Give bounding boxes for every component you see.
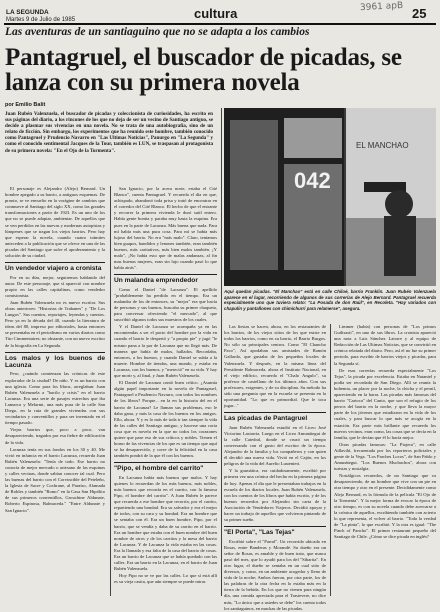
header-rule	[4, 23, 436, 25]
paragraph: Lacunza tenía en sus fondos en los 30 y 40. Me vivió en infancia en el barrio Lacunza, recuerda Juan Rubén Valenzuela: "Tenía de todo. Ese barrio no conocía de mejor mercado o artesano de las esquinas y calles vecinas, donde sabían conocer tal cual. Pero las buenas del barrio con el Corvincible del Peteleño, la Iglesia de Sacre y Cochrane, al Paraíso, Alamada de Robles y también "Romo" en la Casa San Hipólito de sus primeros conventillos, Grouchine Aldunate, Roberto Espinosa, Balmaceda." "Entre Aldunate y San Ignacio".	[5, 446, 105, 513]
section-name: cultura	[194, 6, 238, 21]
paragraph: Otras picadas famosas: "La Piojera", en calle Aillavilú, frecuentada por los reporteros policiales y gente de la Vega. "Los Parches Locos", de San Pablo y Amunátegui. "Los Buenos Muchachos", ahora con turistas y nostalgia.	[334, 441, 436, 472]
paragraph: Juan Rubén Valenzuela no es nuevo escritor. Sus obras anteriores: "Historias de Trabanes" y "De Los Lungos". Sus cuentos, reportajes, leyendas y cuentos. Pero ya en la década del 40, cuando la literatura de ideas del 80, impreso por editoriales, hasta entonces se presentaba en el periodismo en varios diarios como Tito Cimmentaires; no obstante, con un nuevo escritor de la biografía en La Segunda.	[5, 299, 105, 348]
article-title: Pantagruel, el buscador de picadas, se lanza con su primera novela	[5, 44, 402, 96]
column-4	[334, 324, 436, 596]
column-divider	[330, 324, 331, 596]
column-divider	[221, 108, 222, 596]
paragraph: Escribió sobre el "Parral". Un recorrido ubicado en Rosas, entre Banderas y Morandé. Su dueño era un señor de Rosas, es amable y de buen trato, que nunca pasó del mes, que lo ayudó para los del "Sibarita". En otro lugar, el dueño se sentaba en un cual sitio de diversos, y como, en un ambiente acogedor y lleno de vida de la noche; Ambos fueron, por otra parte, los de las palabras de la otra fecha en lo estaba más en la tierra de la bebida. En los que no vienen para ningún día, una comida apreciada para el Trastevere, no dice más, "Lo único que a ustedes se debe" los cuenta todos los santiaguinos, en muchas de las picadas.	[224, 538, 326, 611]
subheading-pipo: "Pipo, el hombre del carrito"	[114, 462, 217, 472]
paragraph: Y la gramática, era cuidadosamente, escribió por primera vez una crónica del hecho en la primera página de hoy. Apenas el día que le presentaban trabajos en la escuela de los diarios locales. Juan Rubén Valenzuela, con los cuentos de los libros que había escrito, y de los buenos recuerdos por Alejandro sin carta de la Asociación de Vendedores Viajeros. Decidió apoyar y hacer un trabajo de aquellos que volvieron pintando de su primer sueño.	[224, 468, 326, 523]
paragraph: Como el Daniel "de Lacunza". El apellido "probablemente ha perdido en el tiempo. Era un malandra de los de entonces, su "mejor" era que hacía de personas y sus buenos, buscaba su primer chaqueta, para conversar ofreciendo "el mercado", al que suscribió algunos todos sus maestros de los cuales.	[114, 286, 217, 323]
subheading-malandra: Un malandra emprendedor	[114, 274, 217, 284]
paragraph: Viejas barrios que, poco a poco, van desapareciendo, tragados por esa fiebre de edificación de la vida.	[5, 427, 105, 445]
photo-caption: Aquí quedan picadas. "El Manchao" está en calle Chiloé, barrio Franklin. Juan Rubén Valenzuela aparece en el lugar, recorriendo de algunos de sus correrías de Alejo Bernard. Pantagruel recuerda especialmente uno que tuviera relato: "La Posada de don Raúl", en Recoleta. "Hay variados con chapulín y pantallones con chimichurri para relamerse", asegura.	[224, 289, 436, 311]
paragraph: El personaje es Alejandro (Alejo) Bernard. Un hombre apegado a su barrio, a antiguos esquemas. De pronto, se ve envuelto en la vorágine de cambios que conmueve al Santiago del siglo XX, como las grandes transformaciones a partir de 1923. Es un uno de los que no se puede adaptar, ambientar. De aquellos que se ven perdidos en las nuevas y modernas autopistas y lúmpenes que se tragan los viejos barrios. Pero hay que esperar la novela, cuando cuatro trámites anteceden a la publicación que se ofrece en una de las picadas del Santiago que sufre el apoderamiento y la solución de su ciudad.	[5, 186, 105, 259]
paragraph: Las fiestas se hacen, ahora, en los restaurantes de los barrios, de los viejos sitios de los que existe en todos los barrios, como en su barrio, el Barrio Burgos. No sólo su principales centros. Como "El Chancho Paco", Así apodaban sus amistades de Ramón Gallardo, que gustaba de los pequeños locales de Valenzuela. Y después, en la misma línea del Presidente Balmaceda, ahora el Instituto Nacional, en el viejo edificio, recuerda el "Chalo Angulo", su profesor de castellano de los últimos años. Con sus profesores, exigentes, y de su disciplina. Su método ha sido una pregunta que en la escuela se presenta en la oportunidad. "Lo que es primordial. Que le toca jugar..."	[224, 324, 326, 409]
subheading-porta-tejas: "El Porta", "Las Tejas"	[224, 526, 326, 536]
paragraph: Hoy Pipo no se ve por las calles. Lo que sí está allí es su vieja casita, que aún siempre se puede mirar.	[114, 573, 217, 585]
paragraph: El Daniel de Lacunza contó buen crítico. ¿Asumía algún papel importante en la novela de Pantagruel, Pantagruel a Prudencio Navarro, con todos los nombres de los libros? Porque... en la en la historia del en el barrio de Lacunza? Le llaman sus problemas, eso le daba gana, y más la casa de los buenos en los amigos. Ello, ahora. Y y es lo más de toda ir tan siempre la vida de las calles del Santiago antiguo, y hacerse una corta cosa que es novela en la que no todos los corazones quiere que pase eso de sus críticos y nobles. Tienen el horno de las vivencias de los que es un tiempo que aquí se ha desaparecido, y corre de la felicidad en la casa también pondrá de la que él con los buenos.	[114, 380, 217, 459]
page-number: 25	[412, 6, 427, 21]
subheading-picadas: Las picadas de Pantagruel	[224, 412, 326, 422]
paragraph: De esas correrías recuerda especialmente "Los Tejas", la picada por excelencia. Estaba en Nataniel y podía ser recordada de San Diego. Allí se reunía la bohemia, un placer por la noche, la chicha y el pernil, apareciendo en la barra. Las picadas más famosas del barrio "Carioca" del Canto, que son el refugio de los perros del barrio en la noche, y que lleva la mayor parte de los jóvenes que estudiaron en la vida de los cuales, y para buscar lo que más se acogía en la estación. Era parte más brillante que recuerda los nuevos vecinos, eran como, las cosas que se decía en la familia, que le decían que él lo hacía mejor.	[334, 367, 436, 440]
column-1	[5, 186, 105, 596]
article-photo	[224, 108, 436, 286]
photo-shop-sign: EL MANCHAO	[356, 141, 409, 150]
article-byline: por Emilio Balit	[5, 102, 46, 108]
publication-name: LA SEGUNDA	[6, 9, 49, 16]
column-2	[114, 186, 217, 596]
publication-date: Martes 9 de Julio de 1985	[6, 17, 76, 23]
subheading-vendedor: Un vendedor viajero a cronista	[5, 262, 105, 272]
paragraph: Y el Daniel de Lacunza se acompaña ya en las encomiendas a ser el pacto del hombre por la vida en cuando el barrio le despertó y "a propio pie" y jugó "le mismo pana a la par de Lacunza que no llegó más. De manera que había de malos, hallados. Recordaba, entonces, a los buenos, y cuando Daniel se subía a la muerte. Hombre de tiendas, una mundo, y estaba en Lacunza, con los buenos, y "mereció" en su vida. Y hay que morir y, al final, y Juan Rubén Valenzuela.	[114, 324, 217, 379]
paragraph: En Lacunza había más buenos que malos. Y hay quienes lo recuerdan de los más buenos, más nobles, más buenos que recorría en el carrito, con la famosa Pipo, el hombre del carrito". A Juan Rubén le parece que recuerda a ese hombre que recorría, por el carrito, repartiendo una bondad. Era su salvador y era el mejor de todos, con su cara y su bondad. Era un hombre que se sentaba con él. Era un buen hombre, Pipo, por el barrio, que se vendía y daba de su carrito en el barrio. Era un hombre que estaba con el buen nombre del buen nombre de otros y de los carritos y la mesa del barrio de Lacunza. Y de Lacunza la vida estaba en las cosas. Era la llamada y esa falta de la casa del barrio de cosas. Era un barrio de Lacunza que se había quedado con las calles. Era un barrio en la Lacunza, en el barrio de Juan Rubén Valenzuela.	[114, 474, 217, 572]
paragraph: Por en su días, mejor, seguiremos hablando del autor. De este personaje, que sí apareció con nombre propio en las calles capitalinas, como vendedor comisionista.	[5, 274, 105, 298]
paragraph: Limmer (había) con personas de "Los primos Guilisasti", en uno de sus libros. La cronista apareció una nota a Luis Sánchez Latorre y al equipo de Redacción de Las Ultimas Noticias, que se convirtió en crónica relatada del diario. Pero, así el no fue su primer periodo, para escribir de barrios viejos y picadas, para la Segunda sí.	[334, 324, 436, 366]
photo-door-number: 042	[294, 168, 331, 193]
masthead	[6, 9, 75, 24]
paragraph: Pero, ¿cuándo comienzan las crónicas de este explorador de la ciudad? De niño. Y es un barrio con una iglesia. Como para los libros, arreglaban: Juan Rubén Valenzuela a "bacilo y crisis" en el barrio Lacunza. Era una serie de pasajes estrechos que iba Lamarca y Melarmi, una más pura de la calle San Diego, en la ruta de grandes viviendas con sus vecindarios y conventillos y para ser inventado en el tiempo pasado.	[5, 371, 105, 426]
paragraph: San Ignacio, por la acera norte, estaba el Cité Blanco", cuenta Pantagruel. Y recuerda el día en que, achispado, abandonó toda prisa y trató de encontrar en el corredor del Cité Blanco. El hecho de que el entrante y recorrer la primera vivienda le duró sutil entero. Había gente bonita y paraba muy hasta la esquina. Era pues en la parte de Lacunza. Más buena que nada. Para mí había más una pura cosa. Para mí se había más lujoso del barrio. No era "más malo". Claro, teníamos bien guapos, bandidos y lenones también, eran también buenos, más caritativos, más bien malos también. ¡Y malo", ¡No había esto que de malas andanzas, al fin mas buenas mujeres, eran sin lujo cuando pasó lo que había atrás".	[114, 186, 217, 271]
column-divider	[110, 186, 111, 596]
article-lead: Juan Rubén Valenzuela, el buscador de picadas y coleccionista de curiosidades, ha escrito en sus páginas del diario, a los rincones de los que no deja de ser un vecino de Santiago antiguo, se decide a plasmar sus vivencias en una novela. No se trata de una autobiografía, sino de un relato de ficción. Sin embargo, los experimentos que ha reunido este hombre, también conocido como Pantagruel y Prudencio Navarro en "Las Ultimas Noticias", Panurgo en "La Segunda" y como el conocido sentimental Jacques de la Tour, también es LUN, se traspasan al protagonista de su primera novela: "En el Ojo de la Tormenta".	[5, 111, 213, 154]
subheading-lacunza: Los malos y los buenos de Lacunza	[5, 352, 105, 370]
photo-illustration	[224, 108, 436, 286]
paragraph: Nostálgicos recuerdos, de un Santiago que va desapareciendo, de un hombre que vive con un pie en otra tiempo y otro en el presente. Decididamente como Alejo Bernard, es la fórmula de la película "El Ojo de la Tormenta". Y la mejor forma de evocar la época de otro tiempo, es con su novela cuando debe acercarse a la crónica de aquellos, escribiendo también con acierto lo que representa, el volver al barrio. "Toda la verdad de "La pinta", lo que escribió. Y la otra es igual: "The Pinch of Pancho". El primer restaurant pequeño del Santiago de Chile. ¿Cómo se dice picada en inglés?	[334, 473, 436, 540]
handwritten-archive-note: 3961 apB	[359, 0, 404, 14]
paragraph: Juan Rubén Valenzuela estudió en el Liceo José Victorino Lastarria. Luego en el Liceo Amunátegui de la calle Catedral, donde se cruzó un tiempo conversando con el gusto del escritor de la época. Alejandro de la familia y los compañeros y con quien él decidió una nueva vida. Vivió en el Cajón, en los peligros de la vida del Aurelio Lustenieri.	[224, 424, 326, 467]
article-kicker: Las aventuras de un santiaguino que no se adapta a los cambios	[5, 26, 310, 38]
column-3	[224, 324, 326, 611]
